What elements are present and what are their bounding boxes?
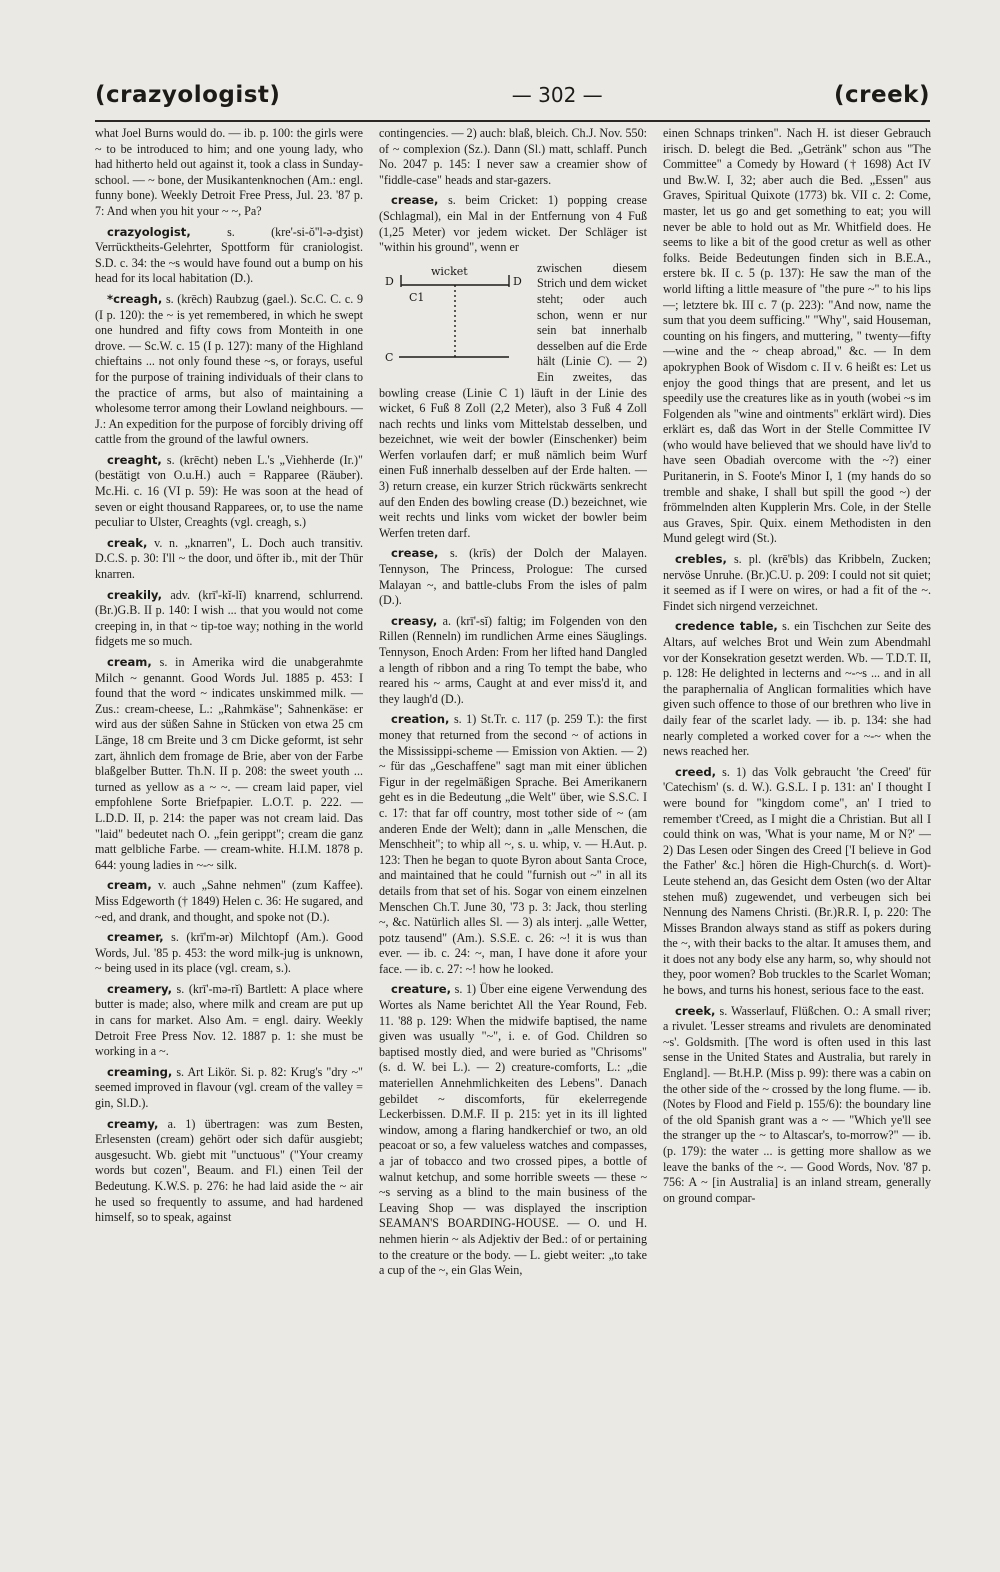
entry-headword: creak, [107, 535, 148, 550]
entry-headword: creed, [675, 764, 717, 779]
entry-text: a. 1) übertragen: was zum Besten, Erlesensten (cream) gehört oder sich dafür ausgiebt; ausgesucht. Wb. giebt mit "unctuous" ("Your creamy words but cozen", Beaum. and Fl.) einen Teil der Bedeutung. K.W.S. p. 276: he had laid aside the ~ air he used so frequently to assume, and had hardened himself, so to speak, against [95, 1116, 363, 1225]
cricket-crease-diagram [379, 263, 529, 381]
right-running-headword: (creek) [834, 82, 930, 108]
dictionary-entry [379, 614, 647, 708]
entry-headword: creasy, [391, 613, 438, 628]
entry-text: s. Art Likör. Si. p. 82: Krug's "dry ~" seemed improved in flavour (vgl. cream of the valley = gin, Sl.D.). [95, 1064, 363, 1111]
entry-headword: creek, [675, 1003, 716, 1018]
entry-headword: *creagh, [107, 291, 163, 306]
label-wicket: wicket [431, 264, 468, 278]
text-columns [95, 126, 930, 1466]
label-c: C [385, 350, 394, 364]
dictionary-entry [663, 552, 931, 614]
page-number: — 302 — [511, 83, 603, 107]
entry-headword: creaght, [107, 452, 162, 467]
entry-text: s. beim Cricket: 1) popping crease (Schlagmal), ein Mal in der Entfernung von 4 Fuß (1,25 Meter) vor jedem wicket. Der Schläger ist "within his ground", wenn er [379, 193, 647, 255]
entry-text: s. pl. (krē'bls) das Kribbeln, Zucken; nervöse Unruhe. (Br.)C.U. p. 209: I could not sit quiet; it seemed as if I were on wires, or had a fit of the ~. Findet sich nirgend verzeichnet. [663, 552, 931, 613]
column-right [663, 126, 931, 1466]
entry-text: s. (krīs) der Dolch der Malayen. Tennyson, The Princess, Prologue: The cursed Malayan ~, and battle-clubs From the isles of palm (D.). [379, 546, 647, 608]
entry-text: s. (krī'm-ər) Milchtopf (Am.). Good Words, Jul. '85 p. 453: the word milk-jug is unknown, ~ being used in its place (vgl. cream, s.). [95, 930, 363, 976]
dictionary-entry [95, 588, 363, 650]
dictionary-entry [663, 765, 931, 999]
entry-text: s. ein Tischchen zur Seite des Altars, auf welches Brot und Wein zum Abendmahl vor der Konsekration gesetzt werden. Wb. — T.D.T. II, p. 128: He delighted in lecterns and ~-~s ... and in all the paraphernalia of Anglican formalities which have given such offence to those of our brethren who live in daily fear of the scarlet lady. — ib. p. 134: she had nearly completed a worked cover for a ~-~ when the news reached her. [663, 619, 931, 759]
entry-headword: cream, [107, 878, 152, 893]
entry-text: s. (krī'-mə-rĭ) Bartlett: A place where butter is made; also, where milk and cream are put up in cans for market. Also Am. = engl. dairy. Weekly Detroit Free Press Nov. 12. 1887 p. 1: she must be working in a ~. [95, 981, 363, 1059]
entry-text: s. 1) das Volk gebraucht 'the Creed' für 'Catechism' (s. d. W.). G.S.L. I p. 131: an' I thought I were bound for "kingdom come", an' I tried to remember t'Creed, as I might die a Christian. But all I could think on was, 'What is your name, M or N?' — 2) Das Lesen oder Singen des Creed ['I believe in God the Father' &c.] hören die High-Church(s. d. Wort)-Leute stehend an, das Gesicht dem Osten (wo der Altar stehen muß) zugewendet, und verbeugen sich bei Nennung des Namens Christi. (Br.)R.R. I, p. 220: The Misses Brandon always stand as stiff as pokers during the ~, with their backs to the altar. It amuses them, and it does not any body else any harm, so, why should not they, poor women? Bob truckles to the Scarlet Woman; he bows, and turns his honest, serious face to the east. [663, 764, 931, 998]
dictionary-entry [95, 655, 363, 873]
dictionary-entry [95, 930, 363, 977]
dictionary-entry [663, 1004, 931, 1207]
entry-headword: creature, [391, 982, 452, 997]
entry-text: s. (krēch) Raubzug (gael.). Sc.C. C. c. 9 (I p. 120): the ~ is yet remembered, in which he swept one hundred and fifty cows from Monteith in one drove. — Sc.W. c. 15 (I p. 127): many of the Highland chieftains ... not only found these ~s, or forays, useful for the purpose of training individuals of their clans to the practice of arms, but also of maintaining a wholesome terror among their Lowland neighbours. — J.: An expedition for the purpose of forcibly driving off cattle from the ground of the lawful owners. [95, 291, 363, 447]
continued-entry [95, 126, 363, 220]
dictionary-entry [379, 712, 647, 977]
entry-headword: creamery, [107, 981, 172, 996]
entry-headword: crease, [391, 546, 439, 561]
entry-headword: crease, [391, 193, 439, 208]
dictionary-entry [95, 1065, 363, 1112]
label-c1: C1 [409, 290, 425, 304]
left-running-headword: (crazyologist) [95, 82, 281, 108]
entry-text: s. in Amerika wird die unabgerahmte Milch ~ genannt. Good Words Jul. 1885 p. 453: I found that the word ~ indicates unskimmed milk. — Zus.: cream-cheese, L.: „Rahmkäse"; Sahnenkäse: er wird aus der süßen Sahne in Stücken von etwa 25 cm Länge, 18 cm Breite und 3 cm Dicke geformt, ist sehr zart, ähnlich dem fromage de Brie, aber von der Farbe blaßgelber Butter. Th.N. II p. 208: the sweet youth ... turned as yellow as a ~ ~. — cream laid paper, viel empfohlene Sorte Briefpapier. L.O.T. p. 222. — L.D.D. II, p. 214: the paper was not cream laid. Das "laid" bedeutet nach O. „fein gerippt"; cream die ganz matt gelbliche Farbe. — cream-white. H.I.M. 1878 p. 644: young ladies in ~-~ silk. [95, 655, 363, 872]
entry-text: s. Wasserlauf, Flüßchen. O.: A small river; a rivulet. 'Lesser streams and rivulets are denominated ~s'. Goldsmith. [The word is often used in this last sense in the United States and Australia, but rarely in England]. — Bt.H.P. (Miss p. 99): there was a cabin on the other side of the ~ crossed by the long flume. — ib. (Notes by Flood and Field p. 155/6): the boundary line of the old Spanish grant was a ~ — "Which ye'll see the stranger up the ~ to Altascar's, to-morrow?" — ib. (p. 179): the water ... is getting more shallow as we leave the banks of the ~. — Good Words, Nov. '87 p. 756: A ~ [in Australia] is an inland stream, generally on ground compar- [663, 1003, 931, 1205]
entry-text: contingencies. — 2) auch: blaß, bleich. Ch.J. Nov. 550: of ~ complexion (Sz.). Dann (Sl.) matt, schlaff. Punch No. 2047 p. 145: I never saw a creamier show of "fiddle-case" heads and star-gazers. [379, 126, 647, 187]
entry-text: v. n. „knarren", L. Doch auch transitiv. D.C.S. p. 30: I'll ~ the door, und öfter ib., mit der Thür knarren. [95, 535, 363, 582]
header-rule [95, 120, 930, 122]
entry-text: v. auch „Sahne nehmen" (zum Kaffee). Miss Edgeworth († 1849) Helen c. 36: He sugared, and ~ed, and drank, and thought, and spoke not (D.). [95, 878, 363, 924]
continued-entry [663, 126, 931, 547]
label-d-left: D [385, 274, 394, 288]
dictionary-entry [379, 546, 647, 608]
entry-headword: cream, [107, 655, 152, 669]
column-middle [379, 126, 647, 1466]
entry-text: s. 1) Über eine eigene Verwendung des Wortes als Name berichtet All the Year Round, Feb. 11. '88 p. 129: When the midwife baptised, the name given was usually "~", i. e. of God. Children so baptised mostly died, and were buried as "Chrisoms" (s. d. W. bei L.). — 2) creature-comforts, L.: „die materiellen Annehmlichkeiten des Lebens". Danach gebildet ~ discomforts, für ekelerregende Leckerbissen. D.M.F. II p. 215: yet in its ill lighted window, among a flaring handkerchief or two, an old peacoat or so, a few valueless watches and compasses, a jar of tobacco and two crossed pipes, a bottle of walnut ketchup, and some horrible sweets — these ~ ~s serving as a blind to the main business of the Leaving Shop — was displayed the inscription SEAMAN'S BOARDING-HOUSE. — O. und H. nehmen hierin ~ als Adjektiv der Bed.: of or pertaining to the creature or the body. — L. giebt weiter: „to take a cup of the ~, ein Glas Wein, [379, 982, 647, 1278]
entry-headword: crebles, [675, 552, 727, 567]
entry-text: zwischen diesem Strich und dem wicket steht; oder auch schon, wenn er nur sein bat innerhalb desselben auf die Erde hält (Linie C). — 2) Ein zweites, das bowling crease (Linie C 1) läuft in der Linie des wicket, 6 Fuß 8 Zoll (2,2 Meter), also 3 Fuß 4 Zoll nach rechts und links vom Mittelstab desselben, und bezeichnet, wie weit der bowler (Einschenker) beim Werfen vorlaufen darf; er muß nämlich beim Wurf einen Fuß innerhalb desselben auf der Erde halten. — 3) return crease, ein kurzer Strich rückwärts senkrecht auf den Enden des bowling crease (D.) bezeichnet, wie weit rechts und links vom wicket der bowler beim Werfen treten darf. [379, 260, 647, 540]
dictionary-entry [95, 453, 363, 531]
entry-headword: creakily, [107, 587, 162, 602]
entry-text: adv. (krī'-kĭ-lĭ) knarrend, schlurrend. (Br.)G.B. II p. 140: I wish ... that you would not come creeping in, in that ~ tip-toe way; nothing in the world fidgets me so much. [95, 587, 363, 649]
dictionary-entry [379, 982, 647, 1278]
column-left [95, 126, 363, 1466]
entry-text: s. (krēcht) neben L.'s „Viehherde (Ir.)" (bestätigt von O.u.H.) auch = Rapparee (Räuber). Mc.Hi. c. 16 (VI p. 59): He was soon at the head of seven or eight thousand Rapparees, or, to use the name peculiar to Ulster, Creaghts (vgl. creagh, s.) [95, 452, 363, 530]
entry-headword: creaming, [107, 1064, 173, 1079]
entry-headword: crazyologist, [107, 224, 191, 239]
dictionary-entry [95, 982, 363, 1060]
dictionary-entry [95, 878, 363, 925]
entry-text: einen Schnaps trinken". Nach H. ist dieser Gebrauch irisch. D. belegt die Bed. „Getränk" schon aus "The Committee" a Comedy by Howard († 1698) Act IV und Bw.W. I, 32; aber auch die Bed. „Essen" aus Graves, Spiritual Quixote (1773) bk. VII c. 2: Come, master, let us go and get something to eat; you will never be able to hold out as Mr. Whitfield does. He seems to like a bit of the good cretur as well as other folks. Beide Bedeutungen finden sich in B.E.A., erstere bk. II c. 5 (p. 137): He saw the man of the world lifting a little measure of "the pure ~" to his lips —; letztere bk. III c. 7 (p. 223): "And now, name the sum that you deem sufficing." "Why", said Houseman, counting on his fingers, and muttering, " twenty—fifty—wine and the ~ cheap abroad," &c. — In dem apokryphen Book of Wisdom c. II v. 6 heißt es: Let us enjoy the good things that are present, and let us speedily use the creatures like as in youth (wobei ~s im Folgenden als "wine and ointments" erklärt wird). Dies erklärt es, daß das Wort in der Stelle Committee IV (who would have believed that we should have liv'd to have seen Obadiah overcome with the ~?) einer Puritanerin, in S. Foote's Minor I, 1 (my hands do so tremble and shake, I shall but spill the good ~) der frömmelnden alten Kupplerin Mrs. Cole, in der Stelle aus Graves, Spir. Quix. einem Methodisten in den Mund gelegt wird (St.). [663, 126, 931, 546]
label-d-right: D [513, 274, 522, 288]
dictionary-entry [95, 225, 363, 287]
diagram-paragraph [379, 261, 647, 542]
entry-headword: creation, [391, 712, 450, 727]
entry-text: s. 1) St.Tr. c. 117 (p. 259 T.): the first money that returned from the second ~ of actions in the Mississippi-scheme — Emission von Aktien. — 2) ~ für das „Geschaffene" sagt man mit einer üblichen Figur in der regelmäßigen Sprache. Bei Amerikanern geht es in die Bedeutung „die Welt" über, wie S.S.C. I c. 17: that far off country, most tother side of ~ (am anderen Ende der Welt); dann in „alle Menschen, die Menschheit"; to whip all ~, s. u. whip, v. — H.Aut. p. 123: Then he began to quote Byron about Santa Croce, and maintained that he could "furnish out ~" in all its details from that set of his. Sogar von einem einzelnen Menschen Ch.T. June 30, '73 p. 3: Jack, thou sterling ~, &c. Natürlich alles Sl. — 3) als interj. „alle Wetter, potz tausend" (Am.). S.S.E. c. 26: ~! it is wus than ever. — ib. c. 24: ~, man, I have done it afore your face. — ib. c. 27: ~! how he looked. [379, 712, 647, 976]
entry-text: a. (krī'-sĭ) faltig; im Folgenden von den Rillen (Renneln) im rundlichen Arme eines Säuglings. Tennyson, Enoch Arden: From her lifted hand Dangled a length of ribbon and a ring To tempt the babe, who reared his ~ arms, Caught at and ever miss'd it, and they laugh'd (D.). [379, 613, 647, 706]
dictionary-entry [95, 292, 363, 448]
entry-headword: creamer, [107, 930, 164, 945]
page-header [95, 82, 930, 116]
entry-headword: creamy, [107, 1116, 159, 1131]
dictionary-entry [95, 536, 363, 583]
dictionary-entry [379, 193, 647, 255]
entry-text: s. (kre'-si-ŏ''l-ə-dʒist) Verrücktheits-Gelehrter, Spottform für craniologist. S.D. c. 34: the ~s would have found out a bump on his head for its local habitation (D.). [95, 224, 363, 286]
continued-entry [379, 126, 647, 188]
entry-headword: credence table, [675, 619, 778, 634]
dictionary-entry [663, 619, 931, 759]
entry-text: what Joel Burns would do. — ib. p. 100: the girls were ~ to be introduced to him; and one young lady, who had hitherto held out against it, took a class in Sunday-school. — ~ bone, der Musikantenknochen (Am.: engl. funny bone). Weekly Detroit Free Press, Jul. 23. '87 p. 7: And when you hit your ~ ~, Pa? [95, 126, 363, 218]
dictionary-entry [95, 1117, 363, 1226]
